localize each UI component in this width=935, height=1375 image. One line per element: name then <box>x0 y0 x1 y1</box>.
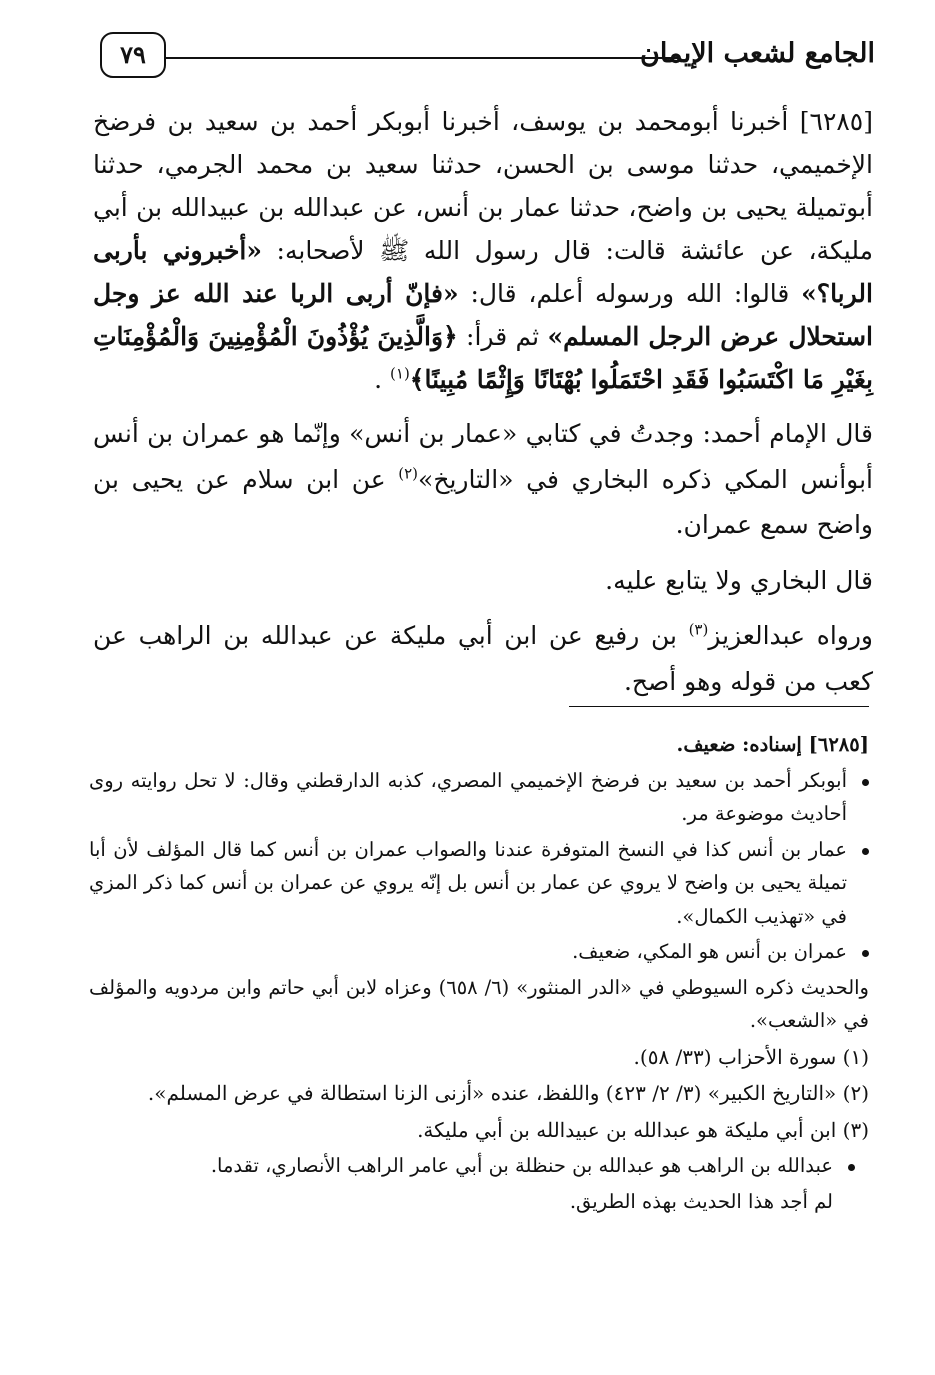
riwaya-text: ورواه عبدالعزيز <box>708 621 873 650</box>
note-bullet <box>89 935 869 969</box>
note-bullet-text: أبوبكر أحمد بن سعيد بن فرضخ الإخميمي المصري، كذبه الدارقطني وقال: لا تحل روايته روى أحاديث موضوعة مر. <box>89 768 847 825</box>
prophet-question: «أخبروني بأربى الربا؟» <box>93 236 873 308</box>
imam-comment-end: عن ابن سلام عن يحيى بن واضح سمع عمران. <box>93 464 873 539</box>
bullet-dot-icon <box>862 779 869 786</box>
hadith-paragraph <box>93 100 873 401</box>
footnote-ref-3: (٣) <box>688 620 709 639</box>
note-bullet-text: عمار بن أنس كذا في النسخ المتوفرة عندنا والصواب عمران بن أنس كما قال المؤلف لأن أبا تميلة يحيى بن واضح لا يروي عن عمار بن أنس بل إنّه يروي عن عمران بن أنس كما ذكر المزي في «تهذيب الكمال». <box>89 837 847 928</box>
footnotes-section <box>89 728 869 1220</box>
header-rule <box>165 57 680 59</box>
footnote-1: (١) سورة الأحزاب (٣٣/ ٥٨). <box>633 1044 869 1069</box>
footnote-2: (٢) «التاريخ الكبير» (٣/ ٢/ ٤٢٣) واللفظ، عنده «أزنى الزنا استطالة في عرض المسلم». <box>147 1081 869 1105</box>
bullet-dot-icon <box>862 950 869 957</box>
footnote-bullet <box>89 1149 855 1183</box>
recitation-text: ثم قرأ: <box>457 322 548 351</box>
footnote-separator <box>569 706 869 707</box>
footnote-3: (٣) ابن أبي مليكة هو عبدالله بن عبيدالله بن أبي مليكة. <box>417 1117 869 1142</box>
imam-comment-paragraph <box>93 411 873 548</box>
footnote-ref-1: (١) <box>390 364 410 383</box>
running-title: الجامع لشعب الإيمان <box>640 38 875 69</box>
page-number: ٧٩ <box>100 32 166 78</box>
bullet-dot-icon <box>848 1164 855 1171</box>
isnad-text: [٦٢٨٥] أخبرنا أبومحمد بن يوسف، أخبرنا أبوبكر أحمد بن سعيد بن فرضخ الإخميمي، حدثنا موسى بن الحسن، حدثنا سعيد بن محمد الجرمي، حدثنا أبوتميلة يحيى بن واضح، حدثنا عمار بن أنس، عن عبدالله بن عبيدالله بن أبي مليكة، عن عائشة قالت: قال رسول الله ﷺ لأصحابه: <box>93 107 873 265</box>
isnad-grade: [٦٢٨٥] إسناده: ضعيف. <box>676 733 869 756</box>
main-text <box>93 100 873 704</box>
footnote-3-details <box>89 1149 855 1218</box>
riwaya-paragraph <box>93 613 873 704</box>
footnote-final-line: لم أجد هذا الحديث بهذه الطريق. <box>569 1189 833 1213</box>
imam-comment-text: قال الإمام أحمد: وجدتُ في كتابي «عمار بن أنس» وإنّما هو عمران بن أنس أبوأنس المكي ذكره البخاري في «التاريخ» <box>93 419 873 494</box>
riwaya-end: بن رفيع عن ابن أبي مليكة عن عبدالله بن الراهب عن كعب من قوله وهو أصح. <box>93 621 873 696</box>
bukhari-comment: قال البخاري ولا يتابع عليه. <box>605 565 873 595</box>
page-header <box>95 30 875 84</box>
note-bullet <box>89 833 869 934</box>
footnote-ref-2: (٢) <box>398 464 419 483</box>
companions-reply: قالوا: الله ورسوله أعلم، قال: <box>458 279 802 308</box>
paragraph-end: . <box>374 365 391 394</box>
note-bullet <box>89 764 869 831</box>
quran-verse: ﴿وَالَّذِينَ يُؤْذُونَ الْمُؤْمِنِينَ وَالْمُؤْمِنَاتِ بِغَيْرِ مَا اكْتَسَبُوا فَقَدِ احْتَمَلُوا بُهْتَانًا وَإِثْمًا مُبِينًا﴾ <box>93 322 873 394</box>
footnote-bullet-text: عبدالله بن الراهب هو عبدالله بن حنظلة بن أبي عامر الراهب الأنصاري، تقدما. <box>210 1154 833 1177</box>
bullet-dot-icon <box>862 848 869 855</box>
takhrij-note: والحديث ذكره السيوطي في «الدر المنثور» (٦/ ٦٥٨) وعزاه لابن أبي حاتم وابن مردويه والمؤلف في «الشعب». <box>89 975 869 1032</box>
note-bullet-text: عمران بن أنس هو المكي، ضعيف. <box>572 940 847 963</box>
hadith-matn: «فإنّ أربى الربا عند الله عز وجل استحلال عرض الرجل المسلم» <box>93 279 873 351</box>
